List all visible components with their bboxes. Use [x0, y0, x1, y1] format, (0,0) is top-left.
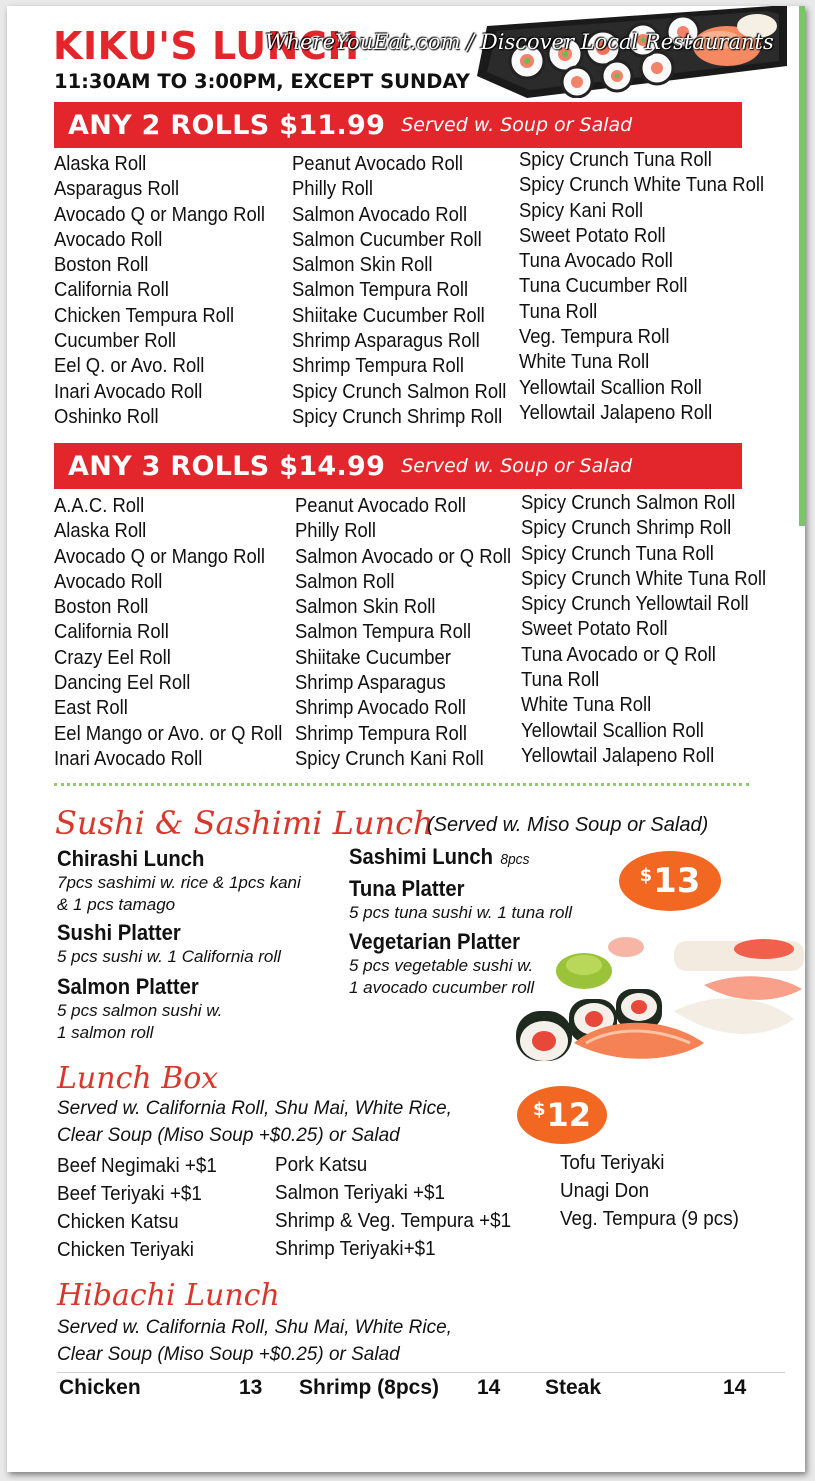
list-item: Yellowtail Jalapeno Roll: [519, 400, 713, 424]
hibachi-desc-1: Served w. California Roll, Shu Mai, White Rice,: [57, 1317, 452, 1338]
list-item: Avocado Roll: [54, 569, 163, 593]
list-item: Chicken Katsu: [57, 1210, 179, 1233]
lunch-box-title: Lunch Box: [57, 1061, 219, 1096]
list-item: White Tuna Roll: [519, 350, 650, 374]
list-item: Yellowtail Scallion Roll: [521, 718, 704, 742]
list-item: Eel Mango or Avo. or Q Roll: [54, 721, 283, 745]
list-item: Spicy Crunch Yellowtail Roll: [521, 592, 749, 616]
list-item: Philly Roll: [295, 519, 376, 543]
list-item: Peanut Avocado Roll: [295, 494, 466, 517]
hibachi-steak-name: Steak: [545, 1376, 602, 1399]
vegetarian-platter-name: Vegetarian Platter: [349, 929, 521, 954]
menu-title: KIKU'S LUNCH: [53, 24, 360, 68]
two-rolls-column-1: [54, 151, 292, 429]
any-2-rolls-bar: [54, 102, 742, 148]
hibachi-desc-2: Clear Soup (Miso Soup +$0.25) or Salad: [57, 1344, 400, 1365]
list-item: Chicken Tempura Roll: [54, 303, 235, 327]
lunch-box-price-badge: [517, 1086, 607, 1144]
list-item: Salmon Avocado or Q Roll: [295, 544, 512, 568]
list-item: Alaska Roll: [54, 152, 147, 175]
sushi-platter-name: Sushi Platter: [57, 920, 181, 945]
list-item: Boston Roll: [54, 595, 149, 619]
hibachi-chicken-price: 13: [239, 1376, 263, 1399]
three-rolls-list: [54, 493, 774, 771]
list-item: White Tuna Roll: [521, 693, 652, 717]
salmon-platter-desc-1: 5 pcs salmon sushi w.: [57, 1001, 223, 1020]
hibachi-chicken-name: Chicken: [59, 1376, 141, 1399]
sashimi-lunch-qty: 8pcs: [500, 851, 530, 868]
hibachi-shrimp-price: 14: [477, 1376, 501, 1399]
vegetarian-platter-desc-2: 1 avocado cucumber roll: [349, 978, 535, 997]
any-3-rolls-price: ANY 3 ROLLS $14.99: [68, 450, 386, 482]
list-item: Spicy Crunch White Tuna Roll: [519, 173, 765, 197]
list-item: Veg. Tempura Roll: [519, 325, 670, 349]
list-item: Salmon Avocado Roll: [292, 202, 468, 226]
list-item: Spicy Crunch Shrimp Roll: [292, 404, 503, 428]
lunch-box-desc-1: Served w. California Roll, Shu Mai, White Rice,: [57, 1098, 452, 1119]
list-item: Spicy Kani Roll: [519, 198, 644, 222]
sashimi-lunch-label: Sashimi Lunch: [349, 844, 493, 869]
two-rolls-column-2: [292, 151, 519, 429]
list-item: Tuna Avocado Roll: [519, 249, 673, 273]
list-item: Alaska Roll: [54, 519, 147, 543]
list-item: Asparagus Roll: [54, 177, 180, 201]
list-item: Tuna Cucumber Roll: [519, 274, 688, 298]
list-item: Inari Avocado Roll: [54, 379, 203, 403]
list-item: Veg. Tempura (9 pcs): [560, 1207, 739, 1230]
green-edge-strip: [799, 6, 805, 526]
list-item: Inari Avocado Roll: [54, 746, 203, 770]
list-item: Avocado Q or Mango Roll: [54, 202, 265, 226]
list-item: California Roll: [54, 278, 169, 302]
hibachi-divider: [57, 1372, 785, 1373]
list-item: Boston Roll: [54, 253, 149, 277]
list-item: Shrimp Teriyaki+$1: [275, 1237, 436, 1260]
list-item: Shrimp Tempura Roll: [292, 354, 464, 378]
list-item: Salmon Roll: [295, 569, 395, 593]
tuna-platter-name: Tuna Platter: [349, 876, 465, 901]
list-item: Spicy Crunch Kani Roll: [295, 746, 484, 770]
list-item: Spicy Crunch Salmon Roll: [521, 491, 736, 514]
hibachi-steak-price: 14: [723, 1376, 747, 1399]
list-item: Salmon Cucumber Roll: [292, 227, 482, 251]
list-item: Shrimp Tempura Roll: [295, 721, 467, 745]
list-item: A.A.C. Roll: [54, 494, 145, 517]
any-3-rolls-bar: [54, 443, 742, 489]
three-rolls-column-3: [521, 490, 771, 771]
chirashi-lunch-desc-2: & 1 pcs tamago: [57, 895, 176, 914]
list-item: California Roll: [54, 620, 169, 644]
list-item: Spicy Crunch White Tuna Roll: [521, 566, 767, 590]
hibachi-lunch-title: Hibachi Lunch: [57, 1278, 280, 1313]
price-currency: $: [639, 864, 653, 886]
list-item: Shrimp & Veg. Tempura +$1: [275, 1209, 512, 1232]
list-item: Peanut Avocado Roll: [292, 152, 463, 175]
three-rolls-column-1: [54, 493, 295, 771]
tuna-platter-desc: 5 pcs tuna sushi w. 1 tuna roll: [349, 903, 573, 922]
list-item: Unagi Don: [560, 1179, 650, 1202]
list-item: Oshinko Roll: [54, 404, 159, 428]
list-item: Salmon Tempura Roll: [292, 278, 469, 302]
sushi-sashimi-note: (Served w. Miso Soup or Salad): [427, 814, 709, 836]
list-item: Tuna Avocado or Q Roll: [521, 642, 716, 666]
price-value: 13: [653, 861, 701, 901]
list-item: Salmon Tempura Roll: [295, 620, 472, 644]
salmon-platter-desc-2: 1 salmon roll: [57, 1023, 154, 1042]
any-3-rolls-note: Served w. Soup or Salad: [401, 455, 633, 477]
hibachi-shrimp-name: Shrimp (8pcs): [299, 1376, 440, 1399]
price-value: 12: [546, 1096, 592, 1134]
sushi-sashimi-price-badge: [619, 851, 721, 911]
list-item: Spicy Crunch Tuna Roll: [521, 541, 714, 565]
list-item: Sweet Potato Roll: [519, 223, 666, 247]
list-item: Shrimp Avocado Roll: [295, 696, 466, 720]
list-item: Shiitake Cucumber: [295, 645, 451, 669]
list-item: Spicy Crunch Salmon Roll: [292, 379, 507, 403]
list-item: Yellowtail Scallion Roll: [519, 375, 702, 399]
list-item: Spicy Crunch Tuna Roll: [519, 148, 712, 171]
list-item: Beef Teriyaki +$1: [57, 1182, 202, 1205]
two-rolls-list: [54, 148, 774, 429]
list-item: Salmon Teriyaki +$1: [275, 1181, 446, 1204]
list-item: Eel Q. or Avo. Roll: [54, 354, 205, 378]
sushi-platter-image: [504, 931, 804, 1091]
salmon-platter-name: Salmon Platter: [57, 974, 199, 999]
list-item: Avocado Roll: [54, 227, 163, 251]
list-item: Beef Negimaki +$1: [57, 1154, 217, 1177]
list-item: Salmon Skin Roll: [292, 253, 433, 277]
lunch-box-column-2: [275, 1151, 532, 1263]
list-item: Pork Katsu: [275, 1153, 368, 1176]
list-item: Shrimp Asparagus Roll: [292, 329, 480, 353]
vegetarian-platter-desc-1: 5 pcs vegetable sushi w.: [349, 956, 534, 975]
lunch-box-column-3: [560, 1149, 754, 1233]
price-currency: $: [532, 1098, 546, 1120]
chirashi-lunch-name: Chirashi Lunch: [57, 846, 205, 871]
lunch-box-column-1: [57, 1152, 231, 1264]
lunch-box-desc-2: Clear Soup (Miso Soup +$0.25) or Salad: [57, 1125, 400, 1146]
list-item: Chicken Teriyaki: [57, 1238, 194, 1261]
sushi-sashimi-title: Sushi & Sashimi Lunch: [55, 804, 434, 842]
list-item: Sweet Potato Roll: [521, 617, 668, 641]
list-item: Shrimp Asparagus: [295, 671, 446, 695]
menu-page: [7, 6, 805, 1472]
hibachi-lunch-description: [57, 1314, 452, 1368]
list-item: Avocado Q or Mango Roll: [54, 544, 265, 568]
list-item: Philly Roll: [292, 177, 373, 201]
sashimi-lunch-name: [349, 844, 529, 870]
two-rolls-column-3: [519, 147, 769, 429]
list-item: Spicy Crunch Shrimp Roll: [521, 516, 732, 540]
dotted-divider: [54, 783, 749, 786]
list-item: Tofu Teriyaki: [560, 1151, 665, 1174]
list-item: Cucumber Roll: [54, 329, 177, 353]
list-item: Dancing Eel Roll: [54, 671, 191, 695]
list-item: Tuna Roll: [521, 668, 600, 692]
list-item: Salmon Skin Roll: [295, 595, 436, 619]
lunch-hours: 11:30AM TO 3:00PM, EXCEPT SUNDAY: [54, 70, 470, 93]
list-item: Tuna Roll: [519, 299, 598, 323]
watermark-text: WhereYouEat.com / Discover Local Restaurants: [265, 30, 774, 54]
list-item: Shiitake Cucumber Roll: [292, 303, 485, 327]
chirashi-lunch-desc-1: 7pcs sashimi w. rice & 1pcs kani: [57, 873, 301, 892]
list-item: East Roll: [54, 696, 128, 720]
lunch-box-description: [57, 1095, 452, 1149]
any-2-rolls-price: ANY 2 ROLLS $11.99: [68, 109, 386, 141]
list-item: Yellowtail Jalapeno Roll: [521, 743, 715, 767]
any-2-rolls-note: Served w. Soup or Salad: [401, 114, 633, 136]
list-item: Crazy Eel Roll: [54, 645, 171, 669]
three-rolls-column-2: [295, 493, 521, 771]
sushi-platter-desc: 5 pcs sushi w. 1 California roll: [57, 947, 281, 966]
